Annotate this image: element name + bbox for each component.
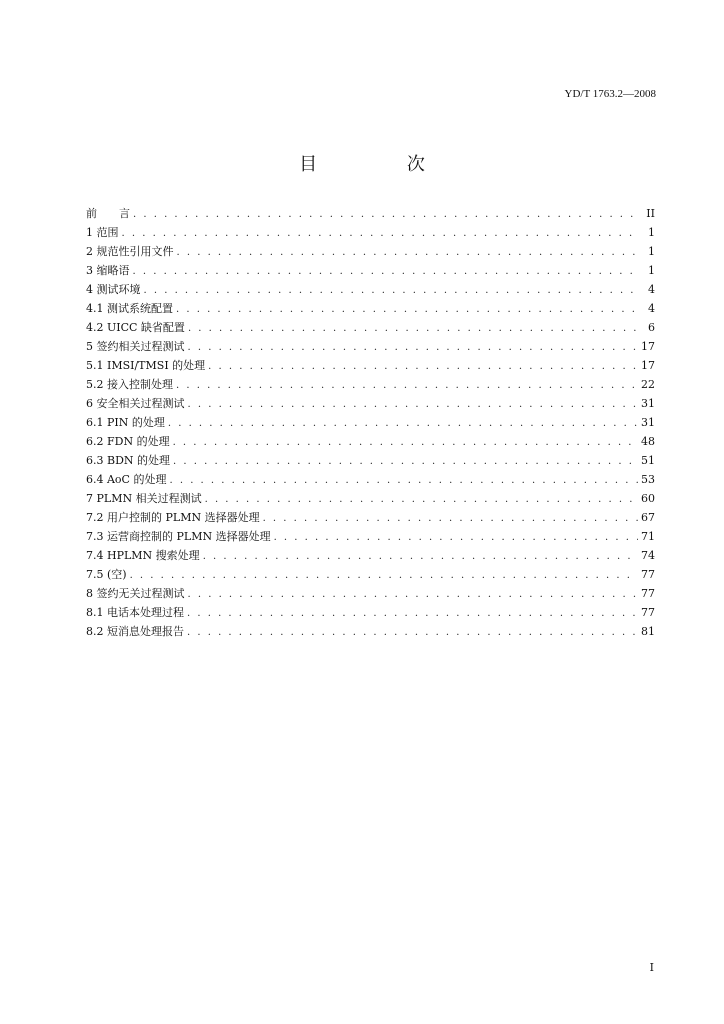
toc-entry[interactable]	[86, 262, 655, 281]
toc-entry-label: 8 签约无关过程测试	[86, 587, 185, 600]
toc-leader-dots	[188, 399, 639, 410]
toc-entry[interactable]	[86, 509, 655, 528]
toc-entry[interactable]	[86, 300, 655, 319]
toc-entry-page: 17	[641, 340, 655, 353]
toc-entry[interactable]	[86, 319, 655, 338]
toc-entry-page: 1	[648, 226, 655, 239]
toc-leader-dots	[176, 304, 638, 315]
toc-entry-page: 4	[648, 302, 655, 315]
toc-entry-label: 3 缩略语	[86, 264, 130, 277]
toc-entry-label: 6.1 PIN 的处理	[86, 416, 165, 429]
toc-entry-label: 7.2 用户控制的 PLMN 选择器处理	[86, 511, 260, 524]
toc-entry[interactable]	[86, 566, 655, 585]
toc-entry-label: 7.3 运营商控制的 PLMN 选择器处理	[86, 530, 271, 543]
toc-entry-page: 1	[648, 264, 655, 277]
toc-entry-label: 2 规范性引用文件	[86, 245, 174, 258]
toc-entry-label: 7.4 HPLMN 搜索处理	[86, 549, 200, 562]
toc-entry-page: 74	[641, 549, 655, 562]
toc-entry-label: 6.2 FDN 的处理	[86, 435, 170, 448]
toc-leader-dots	[203, 551, 638, 562]
toc-entry-label: 4.1 测试系统配置	[86, 302, 173, 315]
toc-entry[interactable]	[86, 585, 655, 604]
toc-entry-label: 7 PLMN 相关过程测试	[86, 492, 202, 505]
toc-leader-dots	[188, 323, 638, 334]
toc-entry-page: 31	[641, 416, 655, 429]
toc-entry[interactable]	[86, 433, 655, 452]
toc-entry-page: 81	[641, 625, 655, 638]
toc-entry-label: 5.2 接入控制处理	[86, 378, 173, 391]
toc-leader-dots	[173, 437, 638, 448]
toc-entry-label: 8.2 短消息处理报告	[86, 625, 184, 638]
toc-leader-dots	[144, 285, 639, 296]
toc-entry[interactable]	[86, 623, 655, 642]
toc-entry-page: 77	[641, 568, 655, 581]
toc-entry[interactable]	[86, 205, 655, 224]
toc-leader-dots	[133, 266, 639, 277]
toc-entry[interactable]	[86, 414, 655, 433]
toc-entry[interactable]	[86, 547, 655, 566]
toc-entry[interactable]	[86, 281, 655, 300]
toc-entry-page: 6	[648, 321, 655, 334]
toc-entry-label: 4.2 UICC 缺省配置	[86, 321, 185, 334]
toc-leader-dots	[208, 361, 638, 372]
toc-entry-page: 71	[641, 530, 655, 543]
toc-entry-page: 51	[641, 454, 655, 467]
toc-entry-label: 6.4 AoC 的处理	[86, 473, 167, 486]
toc-entry[interactable]	[86, 243, 655, 262]
toc-entry-page: 48	[641, 435, 655, 448]
toc-entry[interactable]	[86, 395, 655, 414]
toc-leader-dots	[188, 589, 639, 600]
toc-entry-page: 31	[641, 397, 655, 410]
table-of-contents	[86, 205, 655, 642]
toc-entry-page: 17	[641, 359, 655, 372]
toc-entry-label: 6.3 BDN 的处理	[86, 454, 171, 467]
toc-entry[interactable]	[86, 528, 655, 547]
toc-entry-label: 1 范围	[86, 226, 119, 239]
toc-entry-page: 53	[641, 473, 655, 486]
toc-entry[interactable]	[86, 357, 655, 376]
toc-leader-dots	[133, 209, 638, 220]
toc-entry-page: 4	[648, 283, 655, 296]
toc-entry[interactable]	[86, 376, 655, 395]
toc-entry-label: 7.5 (空)	[86, 568, 127, 581]
toc-entry[interactable]	[86, 471, 655, 490]
toc-entry-page: 67	[641, 511, 655, 524]
page-title: 目 次	[299, 154, 467, 175]
toc-entry-page: II	[646, 207, 655, 220]
toc-entry-label: 5.1 IMSI/TMSI 的处理	[86, 359, 206, 372]
toc-entry[interactable]	[86, 452, 655, 471]
toc-leader-dots	[187, 608, 638, 619]
toc-entry-page: 77	[641, 606, 655, 619]
toc-leader-dots	[177, 247, 639, 258]
toc-leader-dots	[173, 456, 638, 467]
toc-leader-dots	[263, 513, 638, 524]
toc-entry[interactable]	[86, 604, 655, 623]
toc-entry-page: 77	[641, 587, 655, 600]
toc-leader-dots	[205, 494, 638, 505]
toc-entry-label: 8.1 电话本处理过程	[86, 606, 184, 619]
toc-entry[interactable]	[86, 490, 655, 509]
toc-leader-dots	[130, 570, 638, 581]
toc-entry-page: 1	[648, 245, 655, 258]
toc-leader-dots	[168, 418, 638, 429]
toc-entry-page: 22	[641, 378, 655, 391]
toc-leader-dots	[176, 380, 638, 391]
toc-leader-dots	[274, 532, 638, 543]
standard-code: YD/T 1763.2—2008	[564, 88, 656, 100]
toc-leader-dots	[188, 342, 639, 353]
toc-entry-page: 60	[641, 492, 655, 505]
toc-entry-label: 4 测试环境	[86, 283, 141, 296]
page-number: I	[649, 961, 654, 974]
toc-entry[interactable]	[86, 338, 655, 357]
toc-leader-dots	[187, 627, 638, 638]
toc-entry-label: 5 签约相关过程测试	[86, 340, 185, 353]
toc-entry-label: 6 安全相关过程测试	[86, 397, 185, 410]
toc-entry[interactable]	[86, 224, 655, 243]
toc-leader-dots	[169, 475, 638, 486]
toc-entry-label: 前 言	[86, 207, 130, 220]
toc-leader-dots	[122, 228, 639, 239]
